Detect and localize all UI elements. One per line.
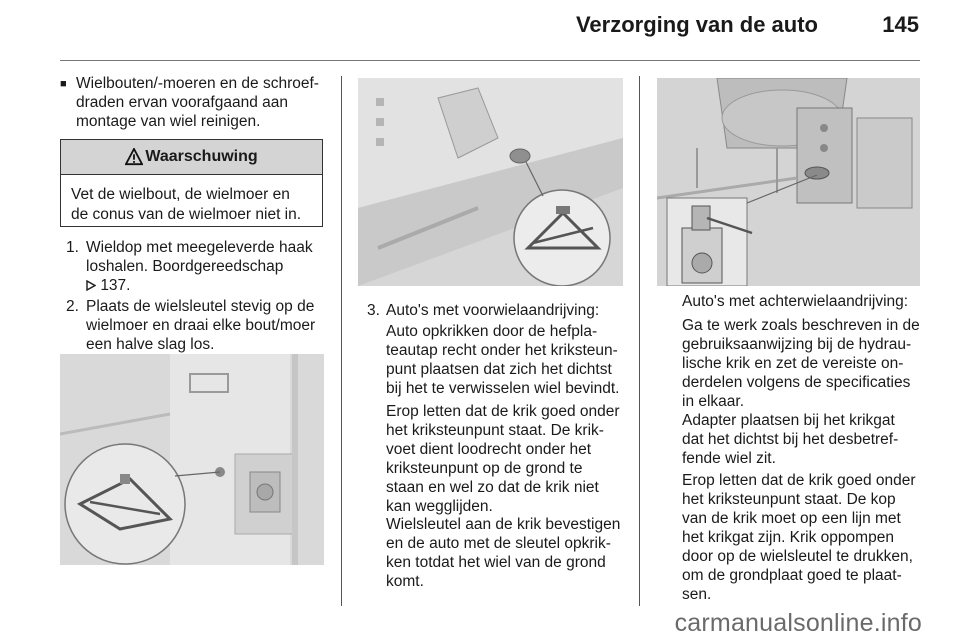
col2-para3-line: komt. [386,573,424,590]
col2-para3-line: Wielsleutel aan de krik bevestigen [386,516,621,533]
col3-para2-line: dat het dichtst bij het desbetref- [682,431,899,448]
col2-para2-line: kan wegglijden. [386,498,493,515]
col3-para3-line: Erop letten dat de krik goed onder [682,472,916,489]
step-1-reference-page: 137. [100,277,131,294]
col3-para3-line: door op de wielsleutel te drukken, [682,548,913,565]
bullet-line: Wielbouten/-moeren en de schroef- [76,75,319,92]
warning-line: de conus van de wielmoer niet in. [71,206,302,223]
col3-para1-line: gebruiksaanwijzing bij de hydrau- [682,336,912,353]
column-divider-2 [639,76,640,606]
col2-para3-line: en de auto met de sleutel opkrik- [386,535,611,552]
col3-para1-line: lische krik en zet de vereiste on- [682,355,904,372]
col2-para1-line: bij het te verwisselen wiel bevindt. [386,380,620,397]
step-1-line: Wieldop met meegeleverde haak [86,239,313,256]
bullet-marker: ■ [60,78,67,90]
wheel-brace-illustration [60,354,324,565]
warning-box [60,139,323,227]
step-1-reference [86,277,130,295]
step-3-heading: Auto's met voorwielaandrijving: [386,302,600,319]
col2-para2-line: kriksteunpunt op de grond te [386,460,583,477]
column-divider-1 [341,76,342,606]
page-number: 145 [882,12,919,37]
watermark: carmanualsonline.info [674,609,922,637]
warning-line: Vet de wielbout, de wielmoer en [71,186,290,203]
col2-para2-line: Erop letten dat de krik goed onder [386,403,620,420]
col3-para3-line: het kriksteunpunt staat. De kop [682,491,896,508]
col2-para2-line: staan en wel zo dat de krik niet [386,479,599,496]
rear-wheel-hydraulic-jack-illustration [657,78,920,286]
step-3-number: 3. [367,302,380,319]
col2-para1-line: punt plaatsen dat zich het dichtst [386,361,612,378]
col2-para1-line: Auto opkrikken door de hefpla- [386,323,598,340]
step-2-number: 2. [66,298,79,315]
col2-para1-line: teautap recht onder het kriksteun- [386,342,618,359]
col2-para2-line: het kriksteunpunt staat. De krik- [386,422,604,439]
col3-para1-line: in elkaar. [682,393,745,410]
col3-para3-line: het krikgat zijn. Krik oppompen [682,529,894,546]
bullet-line: draden ervan voorafgaand aan [76,94,288,111]
warning-title: Waarschuwing [145,148,258,165]
header-divider [60,60,920,61]
warning-header [61,140,322,175]
col3-para1-line: Ga te werk zoals beschreven in de [682,317,920,334]
col2-para3-line: ken totdat het wiel van de grond [386,554,606,571]
step-2-line: een halve slag los. [86,336,215,353]
col3-para1-line: derdelen volgens de specificaties [682,374,911,391]
arrow-reference-icon [86,280,96,291]
page-header-title: Verzorging van de auto [575,12,818,37]
step-2-line: Plaats de wielsleutel stevig op de [86,298,315,315]
col3-para3-line: van de krik moet op een lijn met [682,510,901,527]
warning-triangle-icon [125,148,143,166]
col3-para2-line: Adapter plaatsen bij het krikgat [682,412,895,429]
col3-para3-line: om de grondplaat goed te plaat- [682,567,902,584]
step-1-number: 1. [66,239,79,256]
col2-para2-line: voet dient loodrecht onder het [386,441,592,458]
col3-para3-line: sen. [682,586,712,603]
col3-para2-line: fende wiel zit. [682,450,776,467]
col3-heading: Auto's met achterwielaandrijving: [682,293,909,310]
front-wheel-jack-illustration [358,78,623,286]
bullet-line: montage van wiel reinigen. [76,113,261,130]
warning-body [61,175,322,225]
step-1-line: loshalen. Boordgereedschap [86,258,284,275]
step-2-line: wielmoer en draai elke bout/moer [86,317,316,334]
